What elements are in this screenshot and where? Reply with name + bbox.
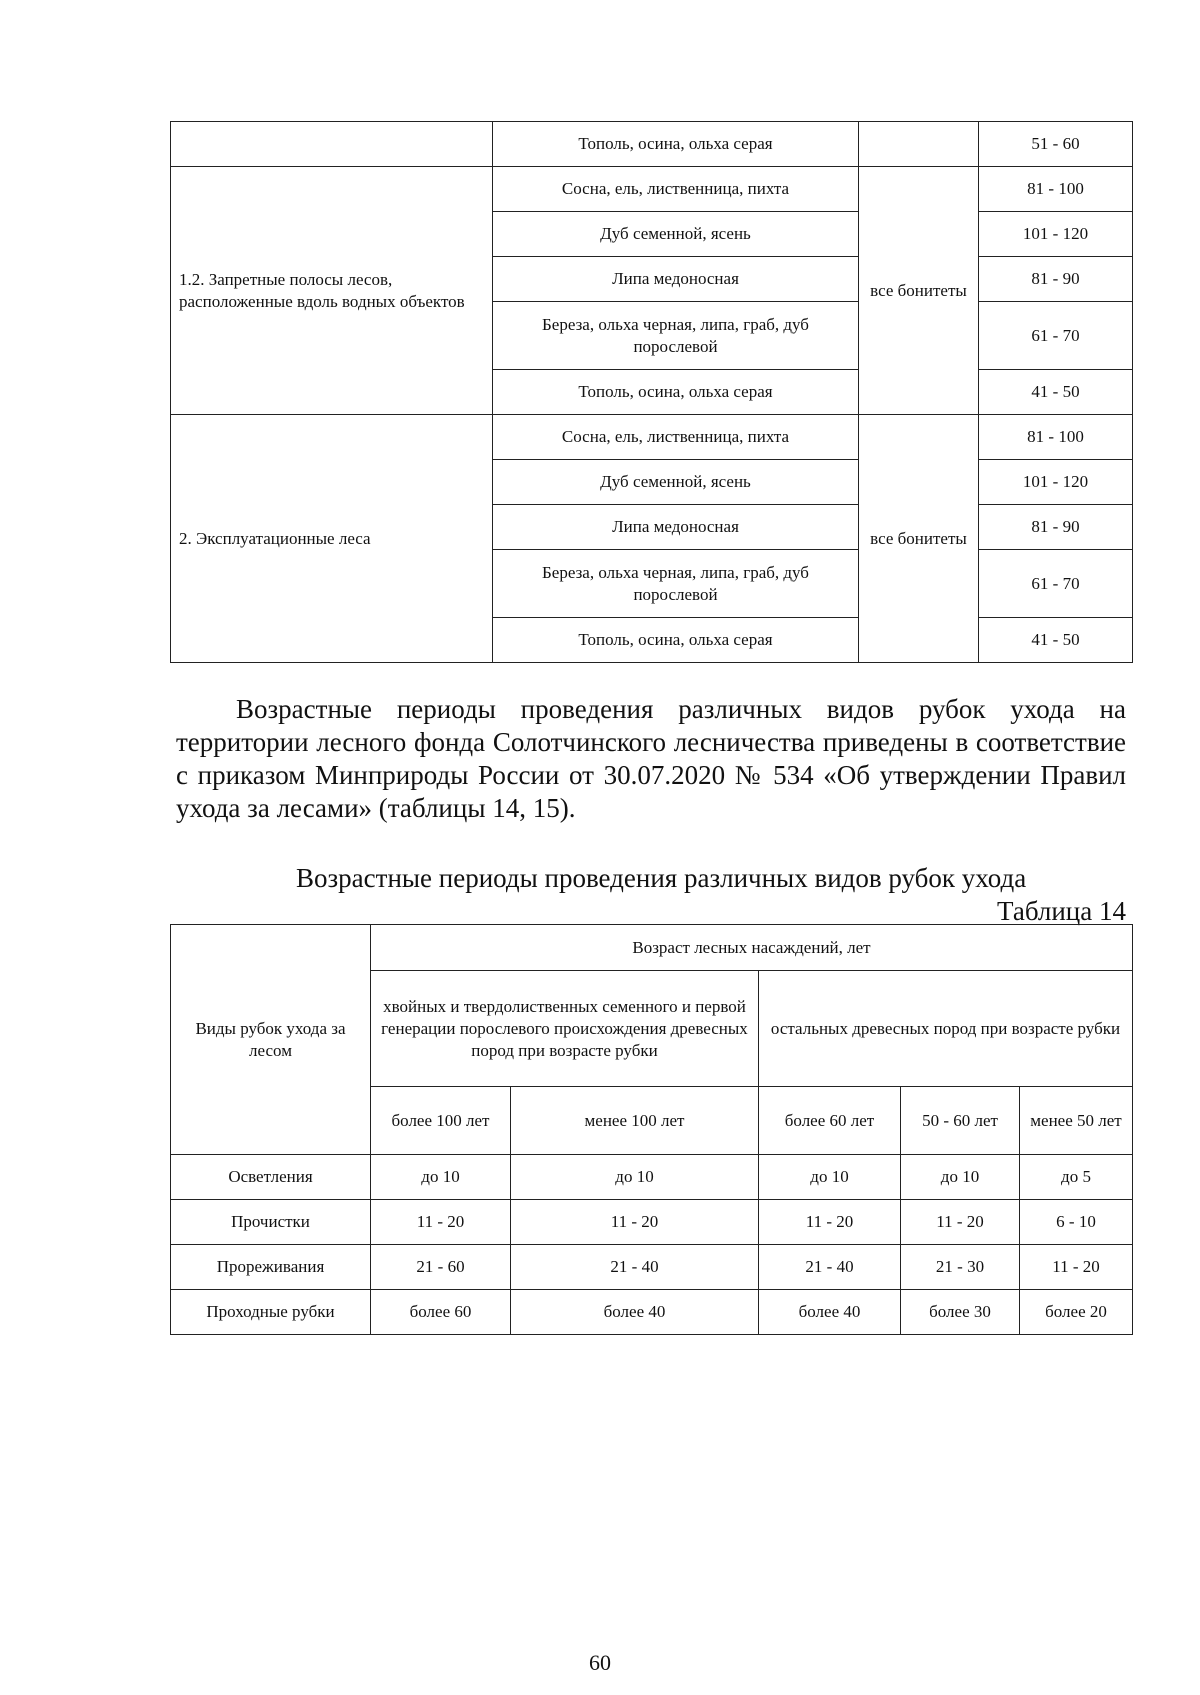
value-cell: до 10 — [371, 1155, 511, 1200]
species-cell: Сосна, ель, лиственница, пихта — [493, 415, 859, 460]
header-cell: Виды рубок ухода за лесом — [171, 925, 371, 1155]
value-cell: до 5 — [1020, 1155, 1133, 1200]
bonitet-cell: все бонитеты — [859, 167, 979, 415]
species-cell: Тополь, осина, ольха серая — [493, 618, 859, 663]
header-cell: 50 - 60 лет — [901, 1087, 1020, 1155]
value-cell: до 10 — [901, 1155, 1020, 1200]
table-row — [171, 1245, 1133, 1290]
table-row — [171, 167, 1133, 212]
age-cell: 61 - 70 — [979, 550, 1133, 618]
row-name-cell: Проходные рубки — [171, 1290, 371, 1335]
table-row — [171, 122, 1133, 167]
row-name-cell: Прореживания — [171, 1245, 371, 1290]
header-cell: остальных древесных пород при возрасте рубки — [759, 971, 1133, 1087]
table-number: Таблица 14 — [997, 896, 1126, 926]
value-cell: более 40 — [759, 1290, 901, 1335]
paragraph-text: Возрастные периоды проведения различных видов рубок ухода на территории лесного фонда Солотчинского лесничества приведены в соответствие с приказом Минприроды России от 30.07.2020 № 534 «Об утверждении Правил ухода за лесами» (таблицы 14, 15). — [176, 694, 1126, 823]
header-cell: менее 100 лет — [511, 1087, 759, 1155]
age-cell: 61 - 70 — [979, 302, 1133, 370]
value-cell: 11 - 20 — [901, 1200, 1020, 1245]
species-cell: Липа медоносная — [493, 505, 859, 550]
value-cell: 6 - 10 — [1020, 1200, 1133, 1245]
bonitet-cell: все бонитеты — [859, 415, 979, 663]
age-cell: 81 - 100 — [979, 167, 1133, 212]
bonitet-cell — [859, 122, 979, 167]
value-cell: до 10 — [759, 1155, 901, 1200]
table-header-row — [171, 925, 1133, 971]
table-caption: Возрастные периоды проведения различных видов рубок ухода — [296, 863, 1027, 893]
category-cell: 1.2. Запретные полосы лесов, расположенные вдоль водных объектов — [171, 167, 493, 415]
value-cell: 21 - 60 — [371, 1245, 511, 1290]
value-cell: 21 - 40 — [511, 1245, 759, 1290]
table-row — [171, 1200, 1133, 1245]
age-cell: 101 - 120 — [979, 460, 1133, 505]
value-cell: 11 - 20 — [511, 1200, 759, 1245]
page-number: 60 — [589, 1650, 611, 1675]
header-cell: Возраст лесных насаждений, лет — [371, 925, 1133, 971]
forest-category-age-table — [170, 121, 1133, 663]
species-cell: Тополь, осина, ольха серая — [493, 370, 859, 415]
header-cell: более 60 лет — [759, 1087, 901, 1155]
age-cell: 81 - 90 — [979, 505, 1133, 550]
header-cell: менее 50 лет — [1020, 1087, 1133, 1155]
category-cell: 2. Эксплуатационные леса — [171, 415, 493, 663]
value-cell: 21 - 40 — [759, 1245, 901, 1290]
row-name-cell: Осветления — [171, 1155, 371, 1200]
species-cell: Дуб семенной, ясень — [493, 212, 859, 257]
value-cell: более 40 — [511, 1290, 759, 1335]
species-cell: Тополь, осина, ольха серая — [493, 122, 859, 167]
value-cell: 21 - 30 — [901, 1245, 1020, 1290]
age-cell: 41 - 50 — [979, 370, 1133, 415]
species-cell: Сосна, ель, лиственница, пихта — [493, 167, 859, 212]
header-cell: более 100 лет — [371, 1087, 511, 1155]
category-cell — [171, 122, 493, 167]
value-cell: более 60 — [371, 1290, 511, 1335]
value-cell: 11 - 20 — [371, 1200, 511, 1245]
value-cell: более 30 — [901, 1290, 1020, 1335]
header-cell: хвойных и твердолиственных семенного и первой генерации порослевого происхождения древесных пород при возрасте рубки — [371, 971, 759, 1087]
value-cell: 11 - 20 — [1020, 1245, 1133, 1290]
age-cell: 81 - 100 — [979, 415, 1133, 460]
age-cell: 41 - 50 — [979, 618, 1133, 663]
value-cell: до 10 — [511, 1155, 759, 1200]
species-cell: Береза, ольха черная, липа, граб, дуб порослевой — [493, 550, 859, 618]
body-paragraph — [176, 693, 1126, 825]
table-row — [171, 415, 1133, 460]
value-cell: 11 - 20 — [759, 1200, 901, 1245]
thinning-age-table — [170, 924, 1133, 1335]
species-cell: Липа медоносная — [493, 257, 859, 302]
row-name-cell: Прочистки — [171, 1200, 371, 1245]
age-cell: 101 - 120 — [979, 212, 1133, 257]
table-row — [171, 1290, 1133, 1335]
age-cell: 51 - 60 — [979, 122, 1133, 167]
age-cell: 81 - 90 — [979, 257, 1133, 302]
value-cell: более 20 — [1020, 1290, 1133, 1335]
species-cell: Береза, ольха черная, липа, граб, дуб порослевой — [493, 302, 859, 370]
species-cell: Дуб семенной, ясень — [493, 460, 859, 505]
table-row — [171, 1155, 1133, 1200]
